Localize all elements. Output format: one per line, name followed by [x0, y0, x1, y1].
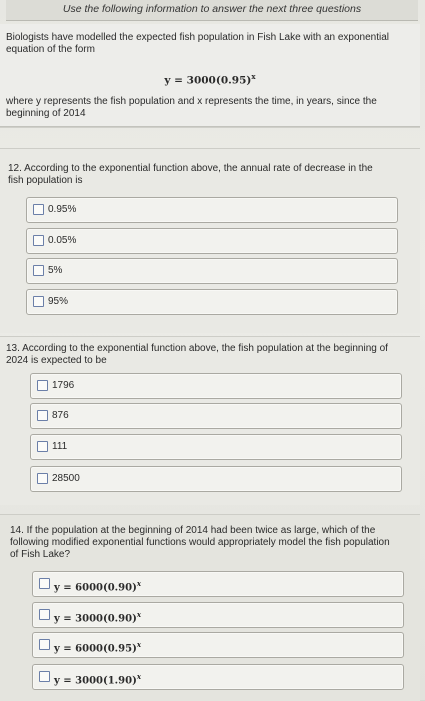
option-14-d[interactable]	[32, 664, 404, 690]
option-label: 0.05%	[48, 235, 77, 246]
option-14-a[interactable]	[32, 571, 404, 597]
option-13-c[interactable]	[30, 434, 402, 460]
equation-exponent: x	[136, 610, 141, 619]
option-label: 28500	[52, 473, 80, 484]
equation-base: y = 6000(0.95)	[54, 643, 137, 655]
option-13-b[interactable]	[30, 403, 402, 429]
checkbox[interactable]	[37, 410, 48, 421]
checkbox[interactable]	[33, 204, 44, 215]
option-label: 876	[52, 410, 69, 421]
option-label: 5%	[48, 265, 63, 276]
question-text: 14. If the population at the beginning of 2014 had been twice as large, which of the following modified exponential functions would appropriately model the fish population of Fish Lake?	[10, 525, 390, 560]
checkbox[interactable]	[37, 380, 48, 391]
option-12-a[interactable]	[26, 197, 398, 223]
model-equation	[0, 72, 420, 87]
question-text: 12. According to the exponential function above, the annual rate of decrease in the fish population is	[8, 163, 373, 186]
checkbox[interactable]	[37, 441, 48, 452]
question-14	[0, 514, 420, 701]
option-14-c[interactable]	[32, 632, 404, 658]
option-equation	[54, 577, 141, 594]
option-label: 111	[52, 441, 68, 452]
checkbox[interactable]	[37, 473, 48, 484]
equation-base: y = 3000(0.90)	[54, 613, 137, 625]
option-label: 1796	[52, 380, 75, 391]
equation-exponent: x	[251, 72, 256, 81]
equation-base: y = 6000(0.90)	[54, 582, 137, 594]
checkbox[interactable]	[39, 609, 50, 620]
equation-exponent: x	[136, 640, 141, 649]
checkbox[interactable]	[39, 578, 50, 589]
context-card	[0, 24, 420, 127]
checkbox[interactable]	[39, 639, 50, 650]
option-equation	[54, 670, 141, 687]
equation-base: y = 3000(0.95)	[164, 74, 252, 87]
option-12-c[interactable]	[26, 258, 398, 284]
question-12	[0, 148, 420, 333]
instructions-banner: Use the following information to answer the next three questions	[6, 0, 418, 21]
equation-exponent: x	[136, 672, 141, 681]
option-label: 0.95%	[48, 204, 77, 215]
option-equation	[54, 608, 141, 625]
checkbox[interactable]	[33, 296, 44, 307]
context-definitions: where y represents the fish population and x represents the time, in years, since the beginning of 2014	[6, 96, 377, 119]
question-13	[0, 336, 420, 505]
equation-base: y = 3000(1.90)	[54, 675, 137, 687]
checkbox[interactable]	[33, 235, 44, 246]
option-12-d[interactable]	[26, 289, 398, 315]
option-13-d[interactable]	[30, 466, 402, 492]
equation-exponent: x	[136, 579, 141, 588]
option-12-b[interactable]	[26, 228, 398, 254]
context-intro: Biologists have modelled the expected fish population in Fish Lake with an exponential equation of the form	[6, 32, 390, 55]
option-label: 95%	[48, 296, 69, 307]
option-equation	[54, 638, 141, 655]
checkbox[interactable]	[39, 671, 50, 682]
option-14-b[interactable]	[32, 602, 404, 628]
question-text: 13. According to the exponential function above, the fish population at the beginning of 2024 is expected to be	[6, 343, 388, 366]
option-13-a[interactable]	[30, 373, 402, 399]
checkbox[interactable]	[33, 265, 44, 276]
